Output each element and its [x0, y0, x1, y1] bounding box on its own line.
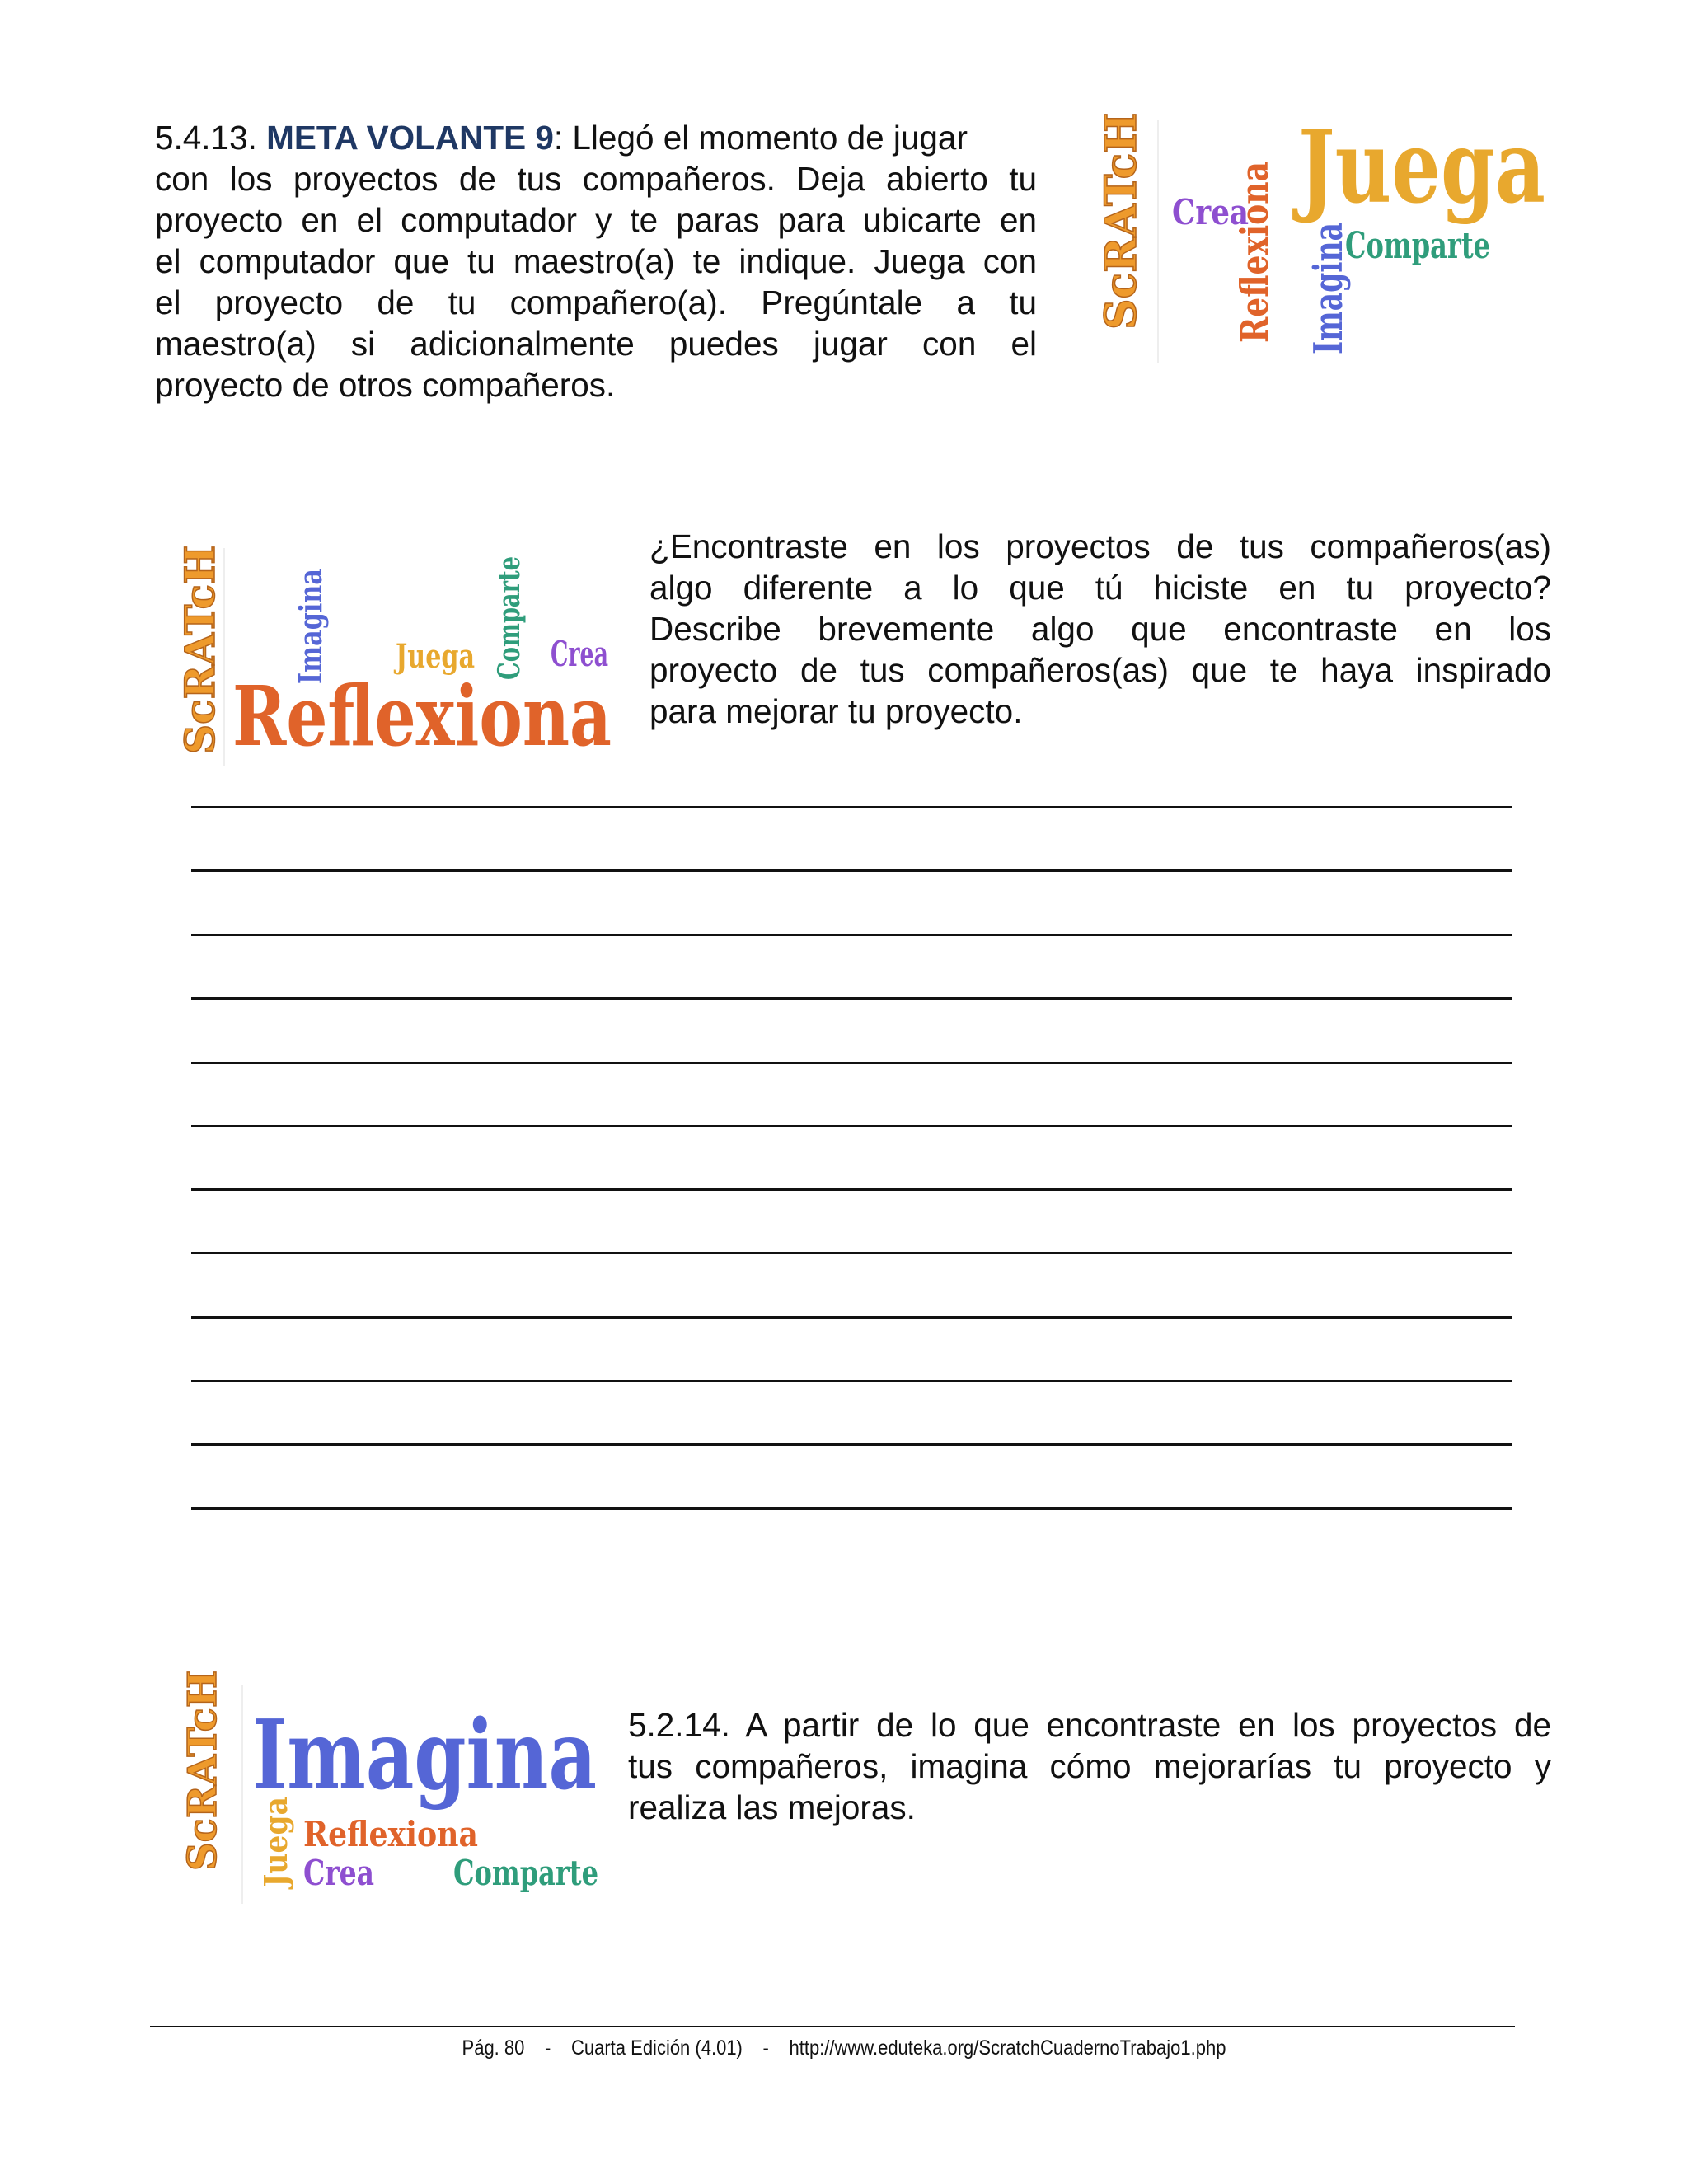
text-line: el proyecto de tu compañero(a). Pregúntale a tu [155, 284, 1037, 321]
scratch-reflexiona-logo [157, 517, 626, 775]
section-1-paragraph [155, 117, 1037, 405]
answer-line[interactable] [191, 1316, 1512, 1319]
word-crea: Crea [1172, 192, 1250, 233]
word-comparte: Comparte [1345, 225, 1490, 267]
answer-line[interactable] [191, 1507, 1512, 1510]
word-imagina: Imagina [252, 1699, 597, 1811]
word-reflexiona: Reflexiona [1232, 120, 1277, 343]
answer-line[interactable] [191, 1062, 1512, 1064]
word-reflexiona: Reflexiona [232, 668, 612, 765]
footer-url: http://www.eduteka.org/ScratchCuadernoTrabajo1.php [789, 2036, 1226, 2060]
answer-line[interactable] [191, 1380, 1512, 1382]
text-line: Describe brevemente algo que encontraste en los [649, 610, 1551, 648]
word-imagina: Imagina [1306, 171, 1352, 354]
meta-volante-title: META VOLANTE 9 [266, 119, 554, 157]
word-crea: Crea [551, 634, 608, 674]
text-line: con los proyectos de tus compañeros. Deja abierto tu [155, 160, 1037, 198]
word-comparte: Comparte [492, 517, 527, 680]
text-line: maestro(a) si adicionalmente puedes jugar con el [155, 325, 1037, 363]
text-line: : Llegó el momento de jugar [553, 119, 968, 157]
answer-line[interactable] [191, 806, 1512, 808]
text-line: 5.2.14. A partir de lo que encontraste en los proyectos de [628, 1706, 1551, 1744]
word-juega: Juega [393, 637, 475, 676]
section-number: 5.4.13. [155, 119, 257, 157]
answer-line[interactable] [191, 997, 1512, 1000]
text-line: proyecto en el computador y te paras para ubicarte en [155, 201, 1037, 239]
word-reflexiona: Reflexiona [303, 1814, 478, 1854]
edition-label: Cuarta Edición (4.01) [570, 2036, 743, 2060]
word-comparte: Comparte [453, 1853, 598, 1893]
page-number: Pág. 80 [462, 2036, 525, 2060]
footer-rule [150, 2026, 1515, 2027]
text-line: proyecto de tus compañeros(as) que te haya inspirado [649, 651, 1551, 689]
word-imagina: Imagina [292, 539, 329, 684]
text-line: proyecto de otros compañeros. [155, 366, 616, 404]
text-line: algo diferente a lo que tú hiciste en tu proyecto? [649, 569, 1551, 607]
text-line: el computador que tu maestro(a) te indique. Juega con [155, 242, 1037, 280]
text-line: para mejorar tu proyecto. [649, 692, 1023, 730]
text-line: tus compañeros, imagina cómo mejorarías tu proyecto y [628, 1747, 1551, 1785]
text-line: realiza las mejoras. [628, 1788, 916, 1826]
page-footer: Pág. 80 - Cuarta Edición (4.01) - http://www.eduteka.org/ScratchCuadernoTrabajo1.php [462, 2036, 1226, 2060]
answer-line[interactable] [191, 1252, 1512, 1254]
answer-line[interactable] [191, 934, 1512, 936]
scratch-brand-text: ScRATcH [180, 1670, 226, 1871]
scratch-brand-text: ScRATcH [1096, 112, 1146, 330]
text-line: ¿Encontraste en los proyectos de tus compañeros(as) [649, 527, 1551, 565]
scratch-imagina-logo [165, 1670, 610, 1912]
section-2-paragraph [649, 526, 1551, 732]
answer-line[interactable] [191, 1125, 1512, 1127]
answer-line[interactable] [191, 1188, 1512, 1191]
scratch-brand-text: ScRATcH [176, 545, 224, 754]
word-juega: Juega [1292, 107, 1545, 226]
word-crea: Crea [303, 1853, 374, 1893]
answer-line[interactable] [191, 1443, 1512, 1446]
section-3-paragraph [628, 1704, 1551, 1828]
scratch-juega-logo [1080, 107, 1558, 363]
answer-line[interactable] [191, 869, 1512, 872]
word-juega: Juega [257, 1788, 294, 1887]
